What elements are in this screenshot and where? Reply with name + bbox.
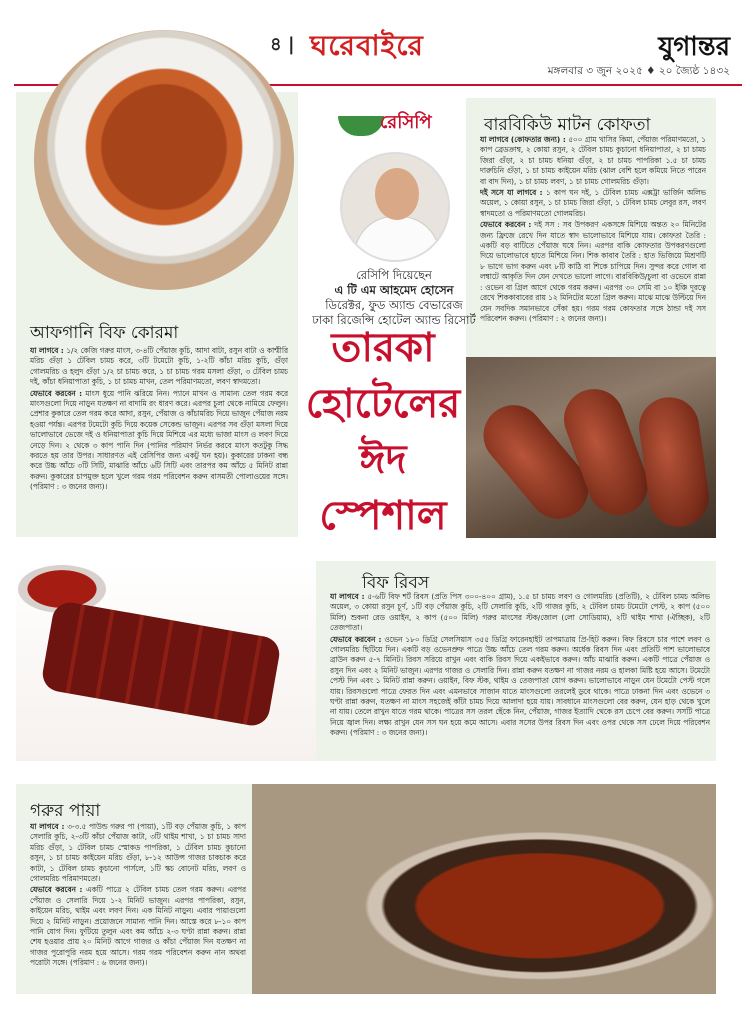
korma-photo	[34, 30, 294, 290]
kofta-ingredients: ৫০০ গ্রাম খাসির কিমা, পেঁয়াজ পরিমাণমতো, ১ কাপ ব্রেডক্রাম্ব, ২ কোয়া রসুন, ২ টেবিল চামচ কুচানো ধনিয়াপাতা, ২ চা চামচ জিরা গুঁড়া, ২ চা চামচ ধনিয়া গুঁড়া, ২ চা চামচ পাপরিকা ১.৫ চা চামচ দারুচিনি গুঁড়া, ১ চা চামচ কাইয়েন মরিচ (ঝাল বেশি হলে কমিয়ে নিতে পারেন বা বাদ দিন), ১ চা চামচ লবণ, ১ চা চামচ গোলমরিচ গুঁড়া।	[480, 135, 706, 186]
chef-org: ঢাকা রিজেন্সি হোটেল অ্যান্ড রিসোর্ট	[312, 313, 476, 327]
chef-face	[375, 168, 419, 220]
korma-method: মাংস ধুয়ে পানি ঝরিয়ে নিন। প্যানে মাখন ও সামান্য তেল গরম করে মাংসগুলো দিয়ে নাড়ুন যতক্ষণ না বাদামি রং ধারণ করে। এরপর চুলা থেকে নামিয়ে ফেলুন। প্রেশার কুকারে তেল গরম করে আদা, রসুন, পেঁয়াজ ও কাঁচামরিচ দিয়ে ভাজুন পেঁয়াজ নরম হওয়া পর্যন্ত। এরপর টমেটো কুচি দিয়ে কয়েক সেকেন্ড ভাজুন। এরপর সব গুঁড়া মসলা দিয়ে ভালোভাবে ভেজে দই ও ধনিয়াপাতা কুচি দিয়ে মিশিয়ে এর মধ্যে ভাজা মাংস ও লবণ দিয়ে নেড়ে দিন। ২ থেকে ৩ কাপ পানি দিন (পানির পরিমাণ নির্ভর করবে মাংস কতটুকু সিদ্ধ করতে হয় তার উপর। সাধারণত এই রেসিপির জন্য একটু ঘন হয়)। কুকারের ঢাকনা বন্ধ করে উচ্চ আঁচে ৩টি সিটি, মাঝারি আঁচে ৬টি সিটি এবং তারপর কম আঁচে ৫ মিনিট রান্না করুন। কুকারের চাপমুক্ত হলে খুলে গরম গরম পরিবেশন করুন বাসমতী পোলাওয়ের সঙ্গে। (পরিমাণ : ৩ জনের জন্য)।	[30, 388, 288, 492]
kofta-photo	[466, 357, 716, 538]
ribs-photo	[16, 561, 316, 761]
kofta-dip: ১ কাপ ঘন দই, ১ টেবিল চামচ এক্সট্রা ভার্জিন অলিভ অয়েল, ১ কোয়া রসুন, ১ চা চামচ জিরা গুঁড়া, ১ টেবিল চামচ লেবুর রস, লবণ স্বাদমতো ও পরিমাণমতো গোলমরিচ।	[480, 188, 706, 218]
recipe-logo	[332, 102, 452, 144]
chef-title: ডিরেক্টর, ফুড অ্যান্ড বেভারেজ	[325, 298, 463, 312]
chef-name: এ টি এম আহমেদ হোসেন	[334, 283, 454, 297]
paya-ingredients: ৩-৩.৫ পাউন্ড গরুর পা (পায়া), ১টি বড় পেঁয়াজ কুচি, ১ কাপ সেলারি কুচি, ২-৩টি কাঁচা পেঁয়াজ কাটা, ৩টি থাইম শাখা, ১ চা চামচ সাদা মরিচ গুঁড়া, ১ টেবিল চামচ স্মোকড পাপরিকা, ১ টেবিল চামচ কুচানো রসুন, ১ চা চামচ কাইয়েন মরিচ গুঁড়া, ৮-১২ আউন্স গাজর চাকচাক করে কাটা, ১ টেবিল চামচ কুচানো পার্সলে, ১টি স্কচ বোনেট মরিচ, লবণ ও গোলমরিচ পরিমাণমতো।	[30, 822, 246, 884]
ribs-rack	[40, 600, 282, 729]
recipe-logo-text: রেসিপি	[380, 112, 432, 133]
ribs-ingredients: ৫-৬টি বিফ শর্ট রিবস (প্রতি পিস ৩০০-৪০০ গ্রাম), ১.৫ চা চামচ লবণ ও গোলমরিচ (প্রতিটি), ২ টেবিল চামচ অলিভ অয়েল, ৩ কোয়া রসুন চূর্ণ, ১টি বড় পেঁয়াজ কুচি, ২টি সেলারি কুচি, ২টি গাজর কুচি, ২ টেবিল চামচ টমেটো পেস্ট, ২ কাপ (৫০০ মিলি) শুকনা রেড ওয়াইন, ২ কাপ (৫০০ মিলি) গরুর মাংসের স্টক/জোল (লো সোডিয়াম), ২টি থাইম শাখা (ঐচ্ছিক), ২টি তেজপাতা।	[330, 592, 710, 633]
korma-method-label: যেভাবে করবেন :	[30, 388, 83, 398]
korma-ingredients: ১/২ কেজি গরুর মাংস, ৩-৪টি পেঁয়াজ কুচি, আদা বাটা, রসুন বাটা ও কাশ্মীরি মরিচ গুঁড়া ১ টেবিল চামচ করে, ৩টি টমেটো কুচি, ১-২টি কাঁচা মরিচ কুচি, গুঁড়া গোলমরিচ ও হলুদ গুঁড়া ১/২ চা চামচ করে, ১ চা চামচ গরম মসলা গুঁড়া, ৩ টেবিল চামচ দই, কাঁচা ধনিয়াপাতা কুচি, ১ চা চামচ মাখন, তেল পরিমাণমতো, লবণ স্বাদমতো।	[30, 346, 288, 387]
ribs-ingredients-label: যা লাগবে :	[330, 592, 365, 601]
feature-headline	[300, 320, 466, 544]
pan-icon	[338, 116, 384, 136]
kofta-method: দই সস : সব উপকরণ একসঙ্গে মিশিয়ে অন্তত ২০ মিনিটের জন্য ফ্রিজে রেখে দিন যাতে স্বাদ ভালোভাবে মিশিয়ে যায়। কোফতা তৈরি : একটি বড় বাটিতে পেঁয়াজ ঘষে নিন। এরপর বাকি কোফতার উপকরণগুলো দিয়ে ভালোভাবে হাতে মিশিয়ে নিন। শিক কাবাব তৈরি : হাত ভিজিয়ে মিশ্রণটি ৮ ভাগে ভাগ করুন এবং ৮টি কাঠি বা শিকে চাপিয়ে দিন। সুন্দর করে গোল বা লম্বাটে আকৃতি দিন যেন দেখতে ভালো লাগে। বারবিকিউ/চুলা বা ওভেনে রান্না : ওভেন বা গ্রিল আগে থেকে গরম করুন। এরপর ৩০ সেমি বা ১০ ইঞ্চি দূরত্বে রেখে শিককাবাবের রায় ১২ মিনিটের মতো গ্রিল করুন। মাঝে মাঝে উল্টিয়ে দিন যেন সবদিক সমানভাবে সেঁকা হয়। গরম গরম কোফতার সঙ্গে ঠান্ডা দই সস পরিবেশন করুন। (পরিমাণ : ২ জনের জন্য)।	[480, 220, 706, 323]
kofta-title: বারবিকিউ মাটন কোফতা	[484, 115, 651, 135]
headline-line-3: ঈদ	[359, 437, 407, 483]
ribs-title: বিফ রিবস	[362, 573, 430, 593]
headline-line-1: তারকা	[331, 325, 435, 371]
headline-line-2: হোটেলের	[305, 381, 461, 427]
paya-title: গরুর পায়া	[30, 801, 101, 821]
page-number: ৪ |	[270, 34, 295, 55]
paya-method: একটি পাত্রে ২ টেবিল চামচ তেল গরম করুন। এরপর পেঁয়াজ ও সেলারি দিয়ে ১-২ মিনিট ভাজুন। এরপর পাপরিকা, রসুন, কাইয়েন মরিচ, থাইম এবং লবণ দিন। এক মিনিট নাড়ুন। এবার পায়াগুলো দিয়ে ২ মিনিট নাড়ুন। প্রয়োজনে সামান্য পানি দিন। আস্তে করে ৮-১০ কাপ পানি যোগ দিন। ফুটিয়ে তুলুন এবং কম আঁচে ২-৩ ঘণ্টা রান্না করুন। রান্না শেষ হওয়ার প্রায় ২০ মিনিট আগে গাজর ও কাঁচা পেঁয়াজ দিন যতক্ষণ না গাজর পুরোপুরি নরম হয়ে আসে। গরম গরম পরিবেশন করুন নান অথবা পরোটা সঙ্গে। (পরিমাণ : ৬ জনের জন্য)।	[30, 885, 246, 968]
section-name: ঘরেবাইরে	[310, 29, 424, 62]
ribs-body	[330, 592, 710, 755]
kofta-method-label: যেভাবে করবেন :	[480, 220, 532, 230]
kofta-dip-label: দই সসে যা লাগবে :	[480, 188, 543, 198]
paya-body	[30, 822, 246, 988]
headline-line-4: স্পেশাল	[319, 493, 447, 539]
ribs-method-label: যেভাবে করবেন :	[330, 634, 382, 644]
ribs-method: ওভেন ১৮০ ডিগ্রি সেলসিয়াস ৩৫৫ ডিগ্রি ফারেনহাইট তাপমাত্রায় প্রি-হিট করুন। বিফ রিবসে চার পাশে লবণ ও গোলমরিচ ছিটিয়ে দিন। একটি বড় ওভেনপ্রুফ পাত্রে উচ্চ আঁচে তেল গরম করুন। অর্ধেক রিবস দিন এবং প্রতিটি পাশ ভালোভাবে ব্রাউন করুন ৫-৭ মিনিট। রিবস সরিয়ে রাখুন এবং বাকি রিবস দিয়ে একইভাবে করুন। আঁচ মাঝারি করুন। একটি পাত্রে পেঁয়াজ ও রসুন দিন এবং ২ মিনিট ভাজুন। এরপর গাজর ও সেলারি দিন। রান্না করুন যতক্ষণ না গাজর নরম ও হালকা মিষ্টি হয়ে আসে। টমেটো পেস্ট দিন এবং ১ মিনিট রান্না করুন। ওয়াইন, বিফ স্টক, থাইম ও তেজপাতা যোগ করুন। ভালোভাবে নাড়ুন যেন টমেটো পেস্ট গলে যায়। রিবসগুলো পাত্রে ফেরত দিন এবং এমনভাবে সাজান যাতে মাংসগুলো তরলেই ডুবে থাকে। পাত্রে ঢাকনা দিন এবং ওভেনে ৩ ঘণ্টা রান্না করুন, যতক্ষণ না মাংস সহজেই কাঁটা চামচ দিয়ে আলাদা হয়ে যায়। সাবধানে মাংসগুলো বের করুন, যেন হাড় থেকে খুলে না যায়। তেলে রাখুন যাতে গরম থাকে। পাত্রের সস তরল ছেঁকে নিন, পেঁয়াজ, গাজর ইত্যাদি থেকে রস চেপে বের করুন। সসটি পাত্রে নিয়ে জ্বাল দিন। লক্ষ্য রাখুন যেন সস ঘন হয়ে কমে আসে। এবার সসের উপর রিবস দিন এবং ওপর থেকে সস ঢেলে দিয়ে পরিবেশন করুন। (পরিমাণ : ৩ জনের জন্য)।	[330, 634, 710, 738]
kofta-ingredients-label: যা লাগবে (কোফতার জন্য) :	[480, 135, 566, 144]
chef-coat	[354, 216, 440, 262]
newspaper-logo: যুগান্তর	[658, 32, 730, 62]
korma-ingredients-label: যা লাগবে :	[30, 346, 64, 355]
paya-method-label: যেভাবে করবেন :	[30, 885, 83, 895]
korma-body	[30, 346, 288, 531]
issue-date: মঙ্গলবার ৩ জুন ২০২৫ ♦ ২০ জ্যৈষ্ঠ ১৪৩২	[547, 65, 730, 77]
paya-ingredients-label: যা লাগবে :	[30, 822, 65, 831]
chef-photo	[340, 152, 450, 262]
credit-line: রেসিপি দিয়েছেন	[356, 268, 432, 282]
kofta-skewer-3	[635, 393, 713, 530]
kofta-body	[480, 135, 706, 351]
korma-title: আফগানি বিফ কোরমা	[30, 323, 179, 343]
chef-credit	[296, 268, 492, 328]
paya-photo	[252, 784, 716, 994]
